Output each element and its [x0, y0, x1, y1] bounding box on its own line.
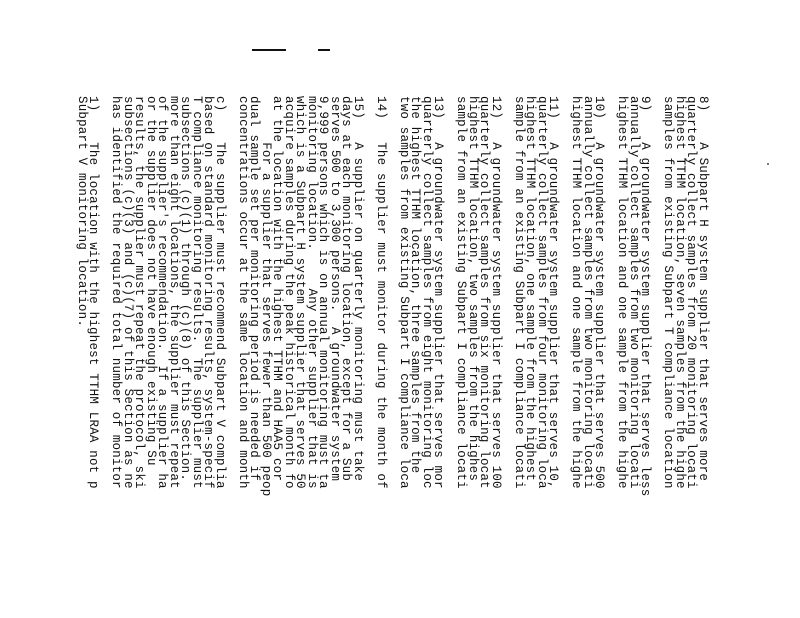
text-line: quarterly collect samples from 20 monitoring locati [684, 96, 699, 489]
text-line: 9) A groundwater system supplier that serves less [638, 96, 653, 497]
header-dash-right [318, 49, 330, 51]
text-line: 1) The location with the highest TTHM LRAA not p [86, 96, 101, 489]
text-line: which is a Subpart H system supplier that serves 50 [293, 96, 308, 489]
text-line: highest TTHM location, one sample from the highest [523, 96, 538, 482]
text-line: 11) A groundwater system supplier that serves 10, [546, 96, 561, 489]
text-line: quarterly collect samples from six monitoring locat [477, 96, 492, 489]
text-line: sample from an existing Subpart I compliance locati [512, 96, 526, 489]
text-line: 9,999 persons which is on annual monitoring must ta [316, 96, 331, 489]
text-line: c) The supplier must recommend Subpart V complia [213, 96, 227, 489]
text-line: two samples from existing Subpart I compliance loca [397, 96, 411, 489]
scan-speck [767, 163, 769, 165]
paragraph [76, 96, 99, 556]
text-line: quarterly collect samples from four monitoring loca [535, 96, 549, 489]
text-line: annually collect samples from two monitoring locati [581, 96, 595, 489]
text-line: at the location with the highest TTHM and HAA5 cor [270, 96, 285, 482]
text-line: annually collect samples from two monitoring locati [627, 96, 641, 489]
text-line: days at each monitoring location, except for a Sub [339, 96, 354, 482]
paragraph [662, 96, 708, 556]
paragraph [398, 96, 444, 556]
header-dash-left [252, 49, 286, 51]
text-line: 14) The supplier must monitor during the month of [374, 96, 388, 489]
text-line: highest TTHM location and one sample from the highe [615, 96, 630, 489]
text-line: sample from an existing Subpart I compliance locati [454, 96, 469, 489]
text-line: subsections (c)(3) and (c)(7) of this Section as ne [121, 96, 135, 489]
text-line: the highest TTHM location, three samples from the [408, 96, 423, 474]
text-line: samples from existing Subpart T compliance location [661, 96, 676, 489]
paragraph [570, 96, 605, 556]
text-line: concentrations occur at the same location and month [236, 96, 250, 489]
text-line: Subpart V monitoring location. [75, 96, 89, 328]
paragraph [237, 96, 364, 556]
text-line: monitoring location. Any other supplier that is [305, 96, 319, 489]
text-line: acquire samples during the peak historical month fo [282, 96, 296, 489]
text-line: dual sample set per monitoring period is needed if [247, 96, 262, 482]
paragraph [455, 96, 501, 556]
text-line: T compliance monitoring results. The supplier must [190, 96, 204, 489]
text-line: more than eight locations, the supplier must repeat [167, 96, 181, 489]
text-line: 12) A groundwater system supplier that serves 100 [489, 96, 503, 489]
paragraph [513, 96, 559, 556]
text-line: serves 500 to 3,300 persons. A groundwater system [328, 96, 342, 482]
text-line: of the supplier's recommendation. If a supplier ha [155, 96, 170, 489]
paragraph [110, 96, 225, 556]
document-body [64, 96, 708, 556]
text-line: 8) A Subpart H system supplier that serves more [696, 96, 710, 482]
text-line: 15) A supplier on quarterly monitoring must take [351, 96, 365, 482]
text-line: highest TTHM location, two samples from the highes [466, 96, 480, 482]
text-line: highest TTHM location and one sample from the highe [569, 96, 584, 489]
text-line: 10) A groundwater system supplier that serves 500 [592, 96, 607, 489]
paragraph [375, 96, 387, 556]
text-line: has identified the required total number of monitor [109, 96, 124, 489]
text-line: quarterly collect samples from eight monitoring loc [420, 96, 434, 489]
text-line: based on standard monitoring results, system-specif [201, 96, 216, 489]
text-line: 13) A groundwater system supplier that serves mor [431, 96, 446, 489]
text-line: highest TTHM location, seven samples from the highe [673, 96, 687, 489]
text-line: For a supplier that serves fewer than 500 peop [259, 96, 273, 497]
text-line: subsections (c)(1) through (c)(8) of this Section. [178, 96, 193, 482]
text-line: or the supplier does not have enough existing Su [144, 96, 158, 466]
paragraph [616, 96, 651, 556]
rotated-text-block [75, 96, 710, 556]
text-line: results, the supplier must repeat the protocol, ski [132, 96, 147, 489]
